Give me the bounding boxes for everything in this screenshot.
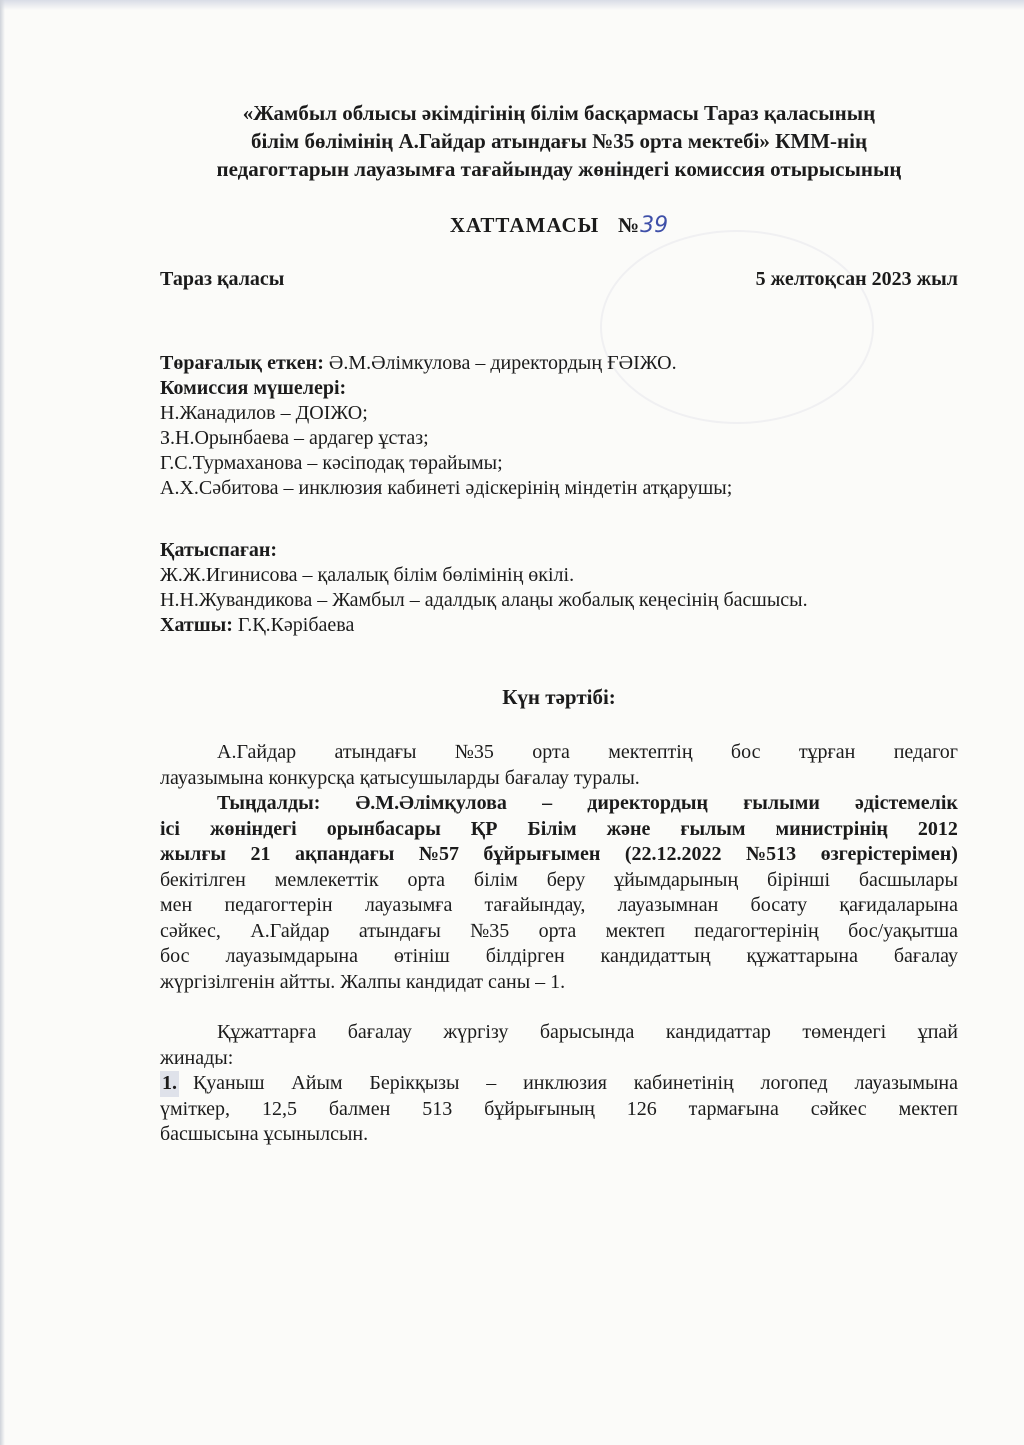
item-number: 1.	[160, 1071, 179, 1097]
word: атындағы	[334, 741, 417, 763]
date: 5 желтоқсан 2023 жыл	[755, 268, 958, 290]
members-label: Комиссия мүшелері:	[160, 377, 347, 399]
absent-block	[160, 538, 958, 638]
agenda-paragraph-1	[160, 740, 958, 791]
paragraph-line	[160, 1046, 958, 1072]
secretary-line	[160, 613, 958, 638]
word: мен	[160, 894, 193, 916]
word: бос	[730, 741, 761, 763]
paragraph-line	[160, 970, 958, 996]
word: бұйрығының	[484, 1097, 595, 1120]
paragraph-line	[160, 893, 958, 919]
paragraph-line	[160, 1097, 958, 1123]
word: жөніндегі	[209, 817, 297, 840]
word: логопед	[760, 1072, 828, 1094]
word: 126	[626, 1097, 657, 1120]
word: төмендегі	[802, 1021, 887, 1043]
heading-line: «Жамбыл облысы әкімдігінің білім басқармасы Тараз қаласының	[242, 101, 876, 125]
word: балмен	[328, 1097, 391, 1120]
word: тағайындау,	[484, 894, 586, 916]
word: өтініш	[393, 945, 450, 967]
secretary-label: Хатшы:	[160, 614, 233, 636]
paragraph-line	[160, 868, 958, 894]
word: Қуаныш	[193, 1072, 265, 1094]
absent-item: Н.Н.Жувандикова – Жамбыл – адалдық алаңы жобалық кеңесінің басшысы.	[160, 589, 808, 611]
word: үміткер,	[160, 1097, 231, 1120]
paragraph-line	[160, 1122, 958, 1148]
word: А.Гайдар	[217, 741, 297, 763]
heading-line: педагогтарын лауазымға тағайындау жөніндегі комиссия отырысының	[216, 157, 902, 181]
word: министрінің	[775, 817, 888, 840]
paragraph-line	[160, 944, 958, 970]
word: беру	[546, 868, 586, 891]
word: жылғы	[160, 843, 227, 865]
word: А.Гайдар	[250, 919, 330, 942]
word: бекітілген	[160, 868, 246, 891]
word: лауазымнан	[617, 894, 719, 916]
word: мектеп	[898, 1097, 958, 1120]
word: директордың	[587, 792, 709, 814]
chair-line	[160, 351, 958, 376]
protocol-title	[160, 213, 958, 238]
word: барысында	[539, 1021, 635, 1043]
word: –	[486, 1072, 497, 1094]
word: №35	[454, 741, 494, 763]
word: босату	[750, 894, 808, 916]
paragraph-line	[160, 842, 958, 868]
word: бос/уақытша	[848, 919, 958, 942]
scan-edge-top	[0, 0, 1024, 10]
word: атындағы	[358, 919, 441, 942]
word: –	[542, 792, 553, 814]
word: педагогтерін	[224, 894, 333, 916]
word: кабинетінің	[633, 1072, 734, 1094]
word: лауазымға	[364, 894, 453, 916]
member-item: А.Х.Сәбитова – инклюзия кабинеті әдіскерінің міндетін атқарушы;	[160, 477, 733, 499]
word: білім	[473, 868, 518, 891]
word: ұпай	[917, 1021, 958, 1043]
word: сәйкес	[810, 1097, 867, 1120]
member-item: Г.С.Турмаханова – кәсіподақ төрайымы;	[160, 452, 503, 474]
word: педагогтерінің	[694, 919, 819, 942]
word: және	[606, 817, 651, 840]
word: ұйымдарының	[614, 868, 739, 891]
word: орта	[532, 741, 570, 763]
word: қағидаларына	[839, 894, 958, 916]
word: Тыңдалды:	[217, 792, 321, 814]
commission-block	[160, 351, 958, 501]
word: тармағына	[688, 1097, 779, 1120]
word: лауазымдарына	[225, 945, 358, 967]
word: басшысына ұсынылсын.	[160, 1123, 369, 1145]
word: құжаттарына	[746, 945, 858, 967]
word: ғылыми	[743, 792, 820, 814]
absent-label: Қатыспаған:	[160, 539, 278, 561]
word: тұрған	[798, 741, 856, 763]
word: ҚР	[470, 817, 498, 840]
word: бағалау	[347, 1021, 412, 1043]
word: Ә.М.Әлімқулова	[355, 792, 507, 814]
word: жүргізілгенін айтты. Жалпы кандидат саны – 1.	[160, 970, 566, 993]
place: Тараз қаласы	[160, 268, 285, 290]
word: сәйкес,	[160, 919, 221, 942]
word: Берікқызы	[369, 1072, 460, 1094]
candidate-line	[160, 1071, 958, 1097]
heard-paragraph	[160, 791, 958, 995]
word: №513	[746, 843, 797, 865]
word: бұйрығымен	[483, 843, 601, 865]
scan-edge-left	[0, 0, 5, 1445]
word: Білім	[527, 817, 577, 840]
candidate-line-words	[193, 1071, 958, 1097]
paragraph-line	[160, 919, 958, 945]
word: (22.12.2022	[624, 843, 722, 865]
protocol-number-prefix: №	[618, 213, 641, 237]
heading-line: білім бөлімінің А.Гайдар атындағы №35 орта мектебі» КММ-нің	[250, 129, 868, 153]
word: Құжаттарға	[217, 1021, 317, 1043]
member-item: Н.Жанадилов – ДОІЖО;	[160, 402, 368, 424]
word: №57	[418, 843, 459, 865]
word: жинады:	[160, 1046, 234, 1069]
protocol-number-handwritten: 39	[640, 213, 669, 238]
chair-label: Төрағалық еткен:	[160, 352, 324, 374]
word: мектеп	[605, 919, 665, 942]
word: өзгерістерімен)	[820, 843, 958, 865]
word: 21	[250, 843, 271, 865]
word: бос	[160, 945, 190, 967]
protocol-label: ХАТТАМАСЫ	[449, 213, 600, 237]
word: Айым	[291, 1072, 343, 1094]
paragraph-line	[160, 817, 958, 843]
evaluation-paragraph	[160, 1020, 958, 1071]
chair-value: Ә.М.Әлімкулова – директордың ҒӘІЖО.	[323, 352, 677, 374]
word: лауазымына конкурсқа қатысушыларды бағалау туралы.	[160, 766, 640, 789]
word: 513	[422, 1097, 453, 1120]
word: жүргізу	[443, 1021, 509, 1043]
word: 2012	[917, 817, 958, 840]
word: педагог	[893, 741, 958, 763]
word: орынбасары	[326, 817, 441, 840]
word: мектептің	[608, 741, 693, 763]
word: ақпандағы	[294, 843, 395, 865]
word: білдірген	[485, 945, 565, 967]
word: лауазымына	[854, 1072, 958, 1094]
word: кандидаттың	[600, 945, 711, 967]
candidate-item	[160, 1071, 958, 1148]
candidate-rest	[160, 1097, 958, 1148]
word: №35	[470, 919, 510, 942]
member-item: З.Н.Орынбаева – ардагер ұстаз;	[160, 427, 429, 449]
word: әдістемелік	[855, 792, 958, 814]
paragraph-line	[160, 1020, 958, 1046]
word: 12,5	[261, 1097, 297, 1120]
word: ісі	[160, 817, 180, 840]
word: орта	[407, 868, 446, 891]
word: бағалау	[893, 945, 958, 967]
word: ғылым	[680, 817, 746, 840]
absent-item: Ж.Ж.Игинисова – қалалық білім бөлімінің өкілі.	[160, 564, 575, 586]
paragraph-line	[160, 740, 958, 766]
document-heading	[160, 99, 958, 183]
word: бірінші	[767, 868, 830, 891]
word: орта	[538, 919, 577, 942]
word: басшылары	[858, 868, 958, 891]
secretary-value: Г.Қ.Кәрібаева	[232, 614, 355, 636]
paragraph-line	[160, 791, 958, 817]
paragraph-line	[160, 766, 958, 792]
word: инклюзия	[523, 1072, 607, 1094]
word: кандидаттар	[665, 1021, 771, 1043]
agenda-title: Күн тәртібі:	[502, 685, 616, 709]
word: мемлекеттік	[274, 868, 379, 891]
